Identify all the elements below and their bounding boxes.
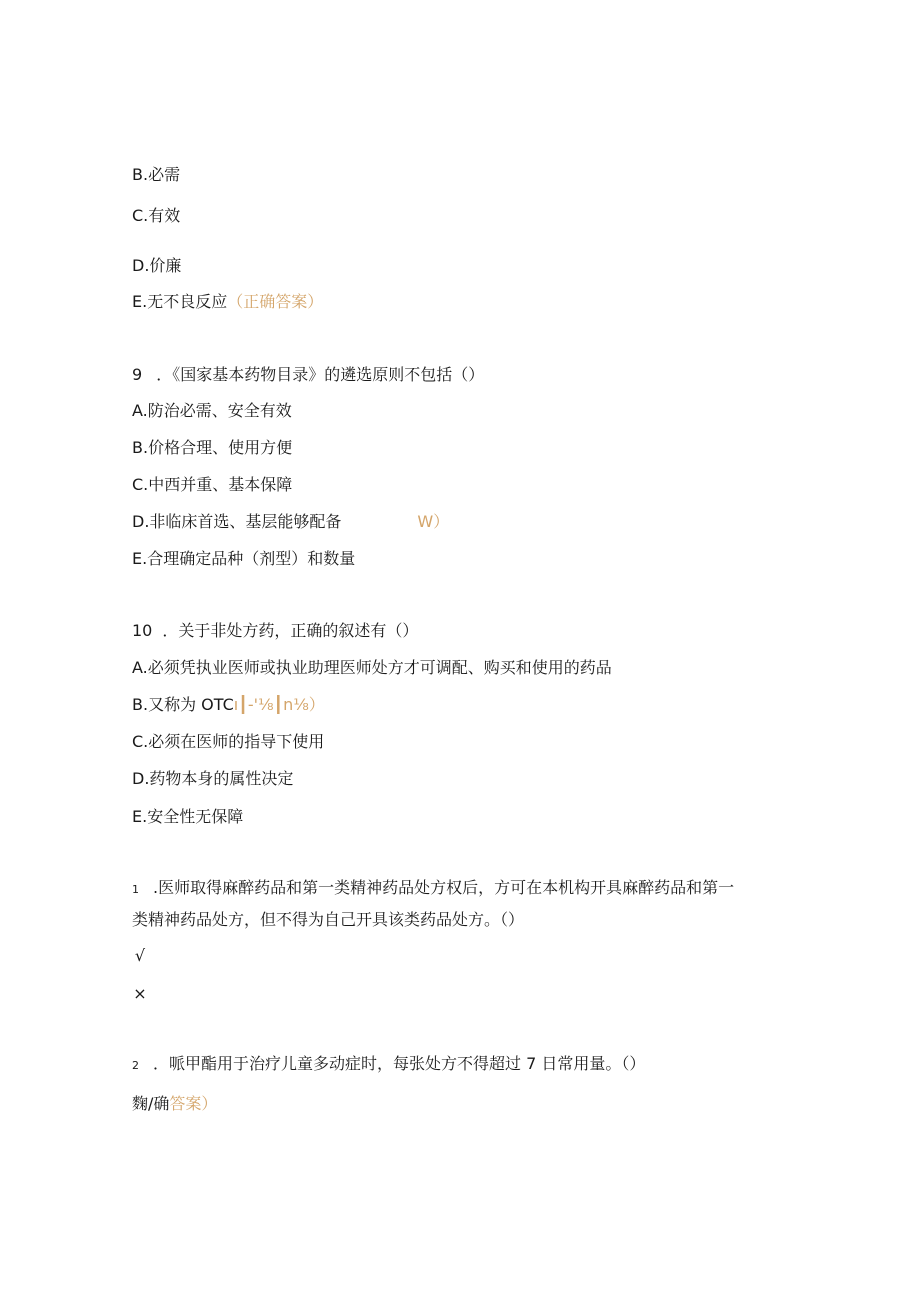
q9-option-d[interactable] [132, 511, 449, 533]
question-text: ．关于非处方药，正确的叙述有（） [162, 621, 419, 640]
tf1-stem-line1 [132, 877, 734, 901]
option-text: D.药物本身的属性决定 [132, 769, 294, 788]
option-text: B.必需 [132, 165, 181, 184]
option-text: A.必须凭执业医师或执业助理医师处方才可调配、购买和使用的药品 [132, 658, 612, 677]
option-text: B.价格合理、使用方便 [132, 438, 293, 457]
option-text: E.合理确定品种（剂型）和数量 [132, 549, 356, 568]
q10-option-b[interactable] [132, 694, 325, 716]
q9-option-b[interactable] [132, 437, 292, 459]
q10-option-c[interactable] [132, 731, 324, 753]
tf1-option-false[interactable] [132, 983, 148, 1005]
option-text: E.安全性无保障 [132, 807, 244, 826]
q9-option-e[interactable] [132, 548, 355, 570]
tf2-stem [132, 1053, 645, 1077]
q8-option-e[interactable] [132, 291, 323, 313]
question-number: 10 [132, 621, 153, 640]
correct-answer-mark: W） [417, 512, 450, 531]
q10-stem [132, 620, 418, 642]
correct-answer-mark: 答案） [169, 1094, 218, 1113]
tf2-answer[interactable] [132, 1093, 217, 1115]
option-text: C.有效 [132, 206, 181, 225]
cross-mark-icon: × [133, 984, 147, 1003]
answer-text: 麴/确 [132, 1094, 170, 1113]
option-text: C.中西并重、基本保障 [132, 475, 293, 494]
q9-option-c[interactable] [132, 474, 292, 496]
option-text: D.非临床首选、基层能够配备 [132, 512, 342, 531]
option-text: C.必须在医师的指导下使用 [132, 732, 325, 751]
option-text: D.价廉 [132, 256, 182, 275]
correct-answer-mark: ı┃-'⅛┃n⅛） [233, 695, 325, 714]
question-number: 9 [132, 365, 143, 384]
q10-option-d[interactable] [132, 768, 293, 790]
check-mark-icon: √ [134, 946, 146, 965]
question-number: 1 [132, 883, 139, 896]
q8-option-c[interactable] [132, 205, 180, 227]
option-text: A.防治必需、安全有效 [132, 401, 292, 420]
q9-option-a[interactable] [132, 400, 292, 422]
q8-option-d[interactable] [132, 255, 181, 277]
q10-option-a[interactable] [132, 657, 612, 679]
question-text: ．《国家基本药物目录》的遴选原则不包括（） [156, 365, 485, 384]
q10-option-e[interactable] [132, 806, 243, 828]
q9-stem [132, 364, 484, 386]
q8-option-b[interactable] [132, 164, 180, 186]
option-text: E.无不良反应 [132, 292, 228, 311]
question-number: 2 [132, 1059, 139, 1072]
tf1-stem-line2 [132, 909, 524, 931]
option-text: B.又称为 OTC [132, 695, 234, 714]
question-text: ．哌甲酯用于治疗儿童多动症时，每张处方不得超过 7 日常用量。（） [153, 1054, 646, 1073]
correct-answer-mark: （正确答案） [227, 292, 324, 311]
tf1-option-true[interactable] [132, 945, 148, 967]
question-text: 类精神药品处方，但不得为自己开具该类药品处方。（） [132, 910, 525, 929]
question-text: .医师取得麻醉药品和第一类精神药品处方权后，方可在本机构开具麻醉药品和第一 [153, 878, 735, 897]
